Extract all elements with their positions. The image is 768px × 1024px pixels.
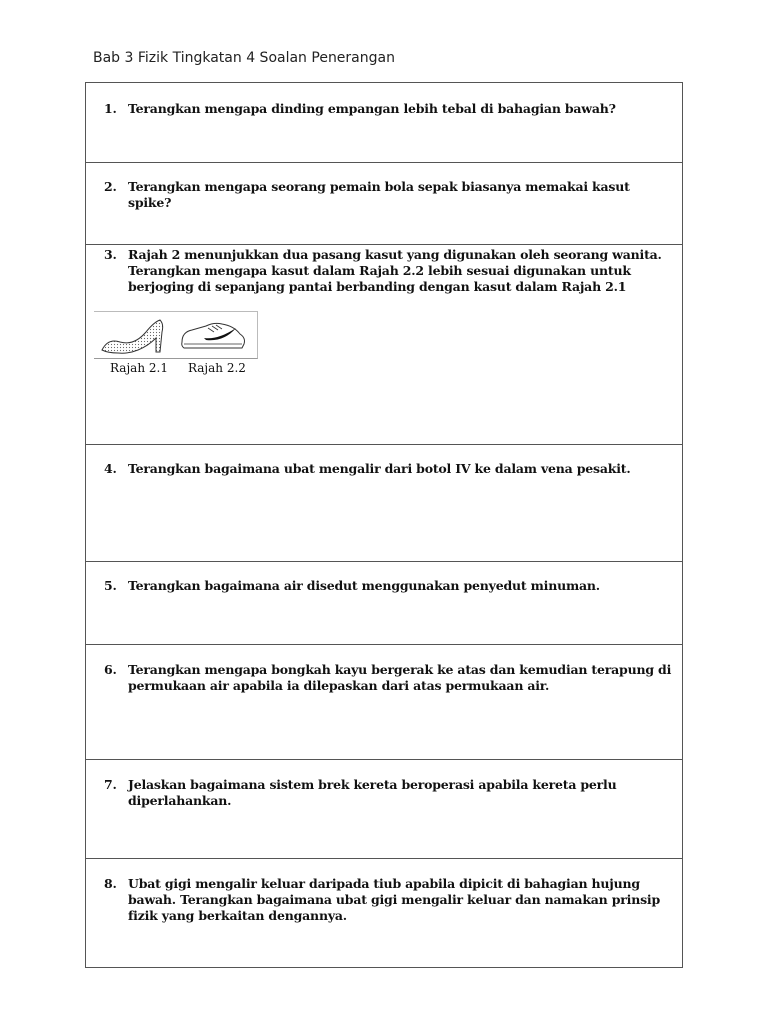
question-text: Terangkan mengapa bongkah kayu bergerak ke atas dan kemudian terapung di permukaan air apabila ia dilepaskan dari atas permukaan air.	[128, 662, 672, 693]
question-row-4	[86, 445, 682, 562]
question-text: Terangkan bagaimana air disedut menggunakan penyedut minuman.	[128, 578, 600, 593]
question-number: 8.	[104, 876, 117, 891]
question-row-7	[86, 760, 682, 859]
question-text: Terangkan mengapa seorang pemain bola sepak biasanya memakai kasut spike?	[128, 179, 630, 210]
caption-rajah-2-1: Rajah 2.1	[110, 361, 168, 375]
caption-rajah-2-2: Rajah 2.2	[187, 361, 246, 375]
sneaker-shoe-icon	[178, 318, 250, 352]
high-heel-shoe-icon	[98, 316, 170, 356]
question-row-8	[86, 859, 682, 967]
question-row-2	[86, 163, 682, 245]
question-text: Jelaskan bagaimana sistem brek kereta beroperasi apabila kereta perlu diperlahankan.	[128, 777, 617, 808]
question-number: 5.	[104, 578, 117, 593]
question-text: Terangkan bagaimana ubat mengalir dari botol IV ke dalam vena pesakit.	[128, 461, 631, 476]
question-number: 3.	[104, 247, 117, 262]
question-table	[85, 82, 683, 968]
question-number: 7.	[104, 777, 117, 792]
question-number: 2.	[104, 179, 117, 194]
question-number: 1.	[104, 101, 117, 116]
question-row-1	[86, 83, 682, 163]
shoe-figure	[94, 311, 258, 359]
question-text: Ubat gigi mengalir keluar daripada tiub apabila dipicit di bahagian hujung bawah. Terangkan bagaimana ubat gigi mengalir keluar dan namakan prinsip fizik yang berkaitan dengannya.	[128, 876, 661, 923]
question-text: Rajah 2 menunjukkan dua pasang kasut yang digunakan oleh seorang wanita. Terangkan mengapa kasut dalam Rajah 2.2 lebih sesuai digunakan untuk berjoging di sepanjang pantai berbanding dengan kasut dalam Rajah 2.1	[128, 247, 662, 294]
question-row-5	[86, 562, 682, 645]
question-row-6	[86, 645, 682, 760]
question-number: 4.	[104, 461, 117, 476]
figure-captions	[110, 361, 246, 375]
question-number: 6.	[104, 662, 117, 677]
page-title: Bab 3 Fizik Tingkatan 4 Soalan Penerangan	[93, 50, 395, 66]
question-row-3	[86, 245, 682, 445]
question-text: Terangkan mengapa dinding empangan lebih tebal di bahagian bawah?	[128, 101, 616, 116]
